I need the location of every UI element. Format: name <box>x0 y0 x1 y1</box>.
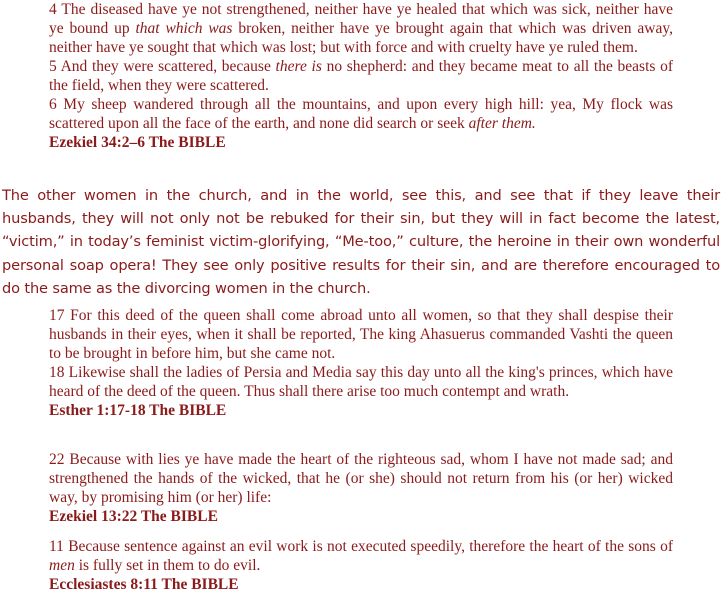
verse-4-rest: broken, neither have ye brought again that which was driven away, neither have ye sought that which was lost; but with force and with cruelty have ye ruled them. <box>49 20 673 56</box>
commentary-paragraph-wrapper <box>0 184 721 300</box>
verse-4-text: 4 The diseased have ye not strengthened, neither have ye healed that which was sick, neither have ye bound up <box>49 1 673 37</box>
reference-ezekiel-34: Ezekiel 34:2–6 The BIBLE <box>49 134 226 151</box>
quote-ezekiel-34 <box>49 0 673 152</box>
verse-11-rest: is fully set in them to do evil. <box>78 557 261 574</box>
quote-ezekiel-13 <box>49 450 673 526</box>
verse-18: 18 Likewise shall the ladies of Persia and Media say this day unto all the king's princes, which have heard of the deed of the queen. Thus shall there arise too much contempt and wrath. <box>49 364 673 400</box>
verse-5-text: 5 And they were scattered, because <box>49 58 271 75</box>
reference-ezekiel-13: Ezekiel 13:22 The BIBLE <box>49 508 218 525</box>
verse-22: 22 Because with lies ye have made the heart of the righteous sad, whom I have not made sad; and strengthened the hands of the wicked, that he (or she) should not return from his (or her) wicked way, by promising him (or her) life: <box>49 451 673 506</box>
verse-17: 17 For this deed of the queen shall come abroad unto all women, so that they shall despise their husbands in their eyes, when it shall be reported, The king Ahasuerus commanded Vashti the queen to be brought in before him, but she came not. <box>49 307 673 362</box>
reference-ecclesiastes-8: Ecclesiastes 8:11 The BIBLE <box>49 576 239 593</box>
verse-4-italic: that which was <box>135 20 233 37</box>
verse-11 <box>49 537 673 575</box>
verse-5-rest: no shepherd: and they became meat to all the beasts of the field, when they were scattered. <box>49 58 674 94</box>
verse-6 <box>49 95 673 133</box>
verse-5 <box>49 57 673 95</box>
verse-5-italic: there is <box>275 58 322 75</box>
quote-ecclesiastes-8 <box>49 537 673 594</box>
reference-esther-1: Esther 1:17-18 The BIBLE <box>49 402 227 419</box>
verse-4 <box>49 0 673 57</box>
verse-6-text: 6 My sheep wandered through all the mountains, and upon every high hill: yea, My flock was scattered upon all the face of the earth, and none did search or seek <box>49 96 673 132</box>
commentary-paragraph: The other women in the church, and in the world, see this, and see that if they leave their husbands, they will not only not be rebuked for their sin, but they will in fact become the latest, “victim,” in today’s feminist victim-glorifying, “Me-too,” culture, the heroine in their own wonderful personal soap opera! They see only positive results for their sin, and are therefore encouraged to do the same as the divorcing women in the church. <box>2 187 720 297</box>
verse-11-text: 11 Because sentence against an evil work is not executed speedily, therefore the heart of the sons of <box>49 538 673 555</box>
verse-11-italic: men <box>49 557 75 574</box>
verse-6-italic: after them. <box>468 115 536 132</box>
quote-esther-1 <box>49 306 673 420</box>
